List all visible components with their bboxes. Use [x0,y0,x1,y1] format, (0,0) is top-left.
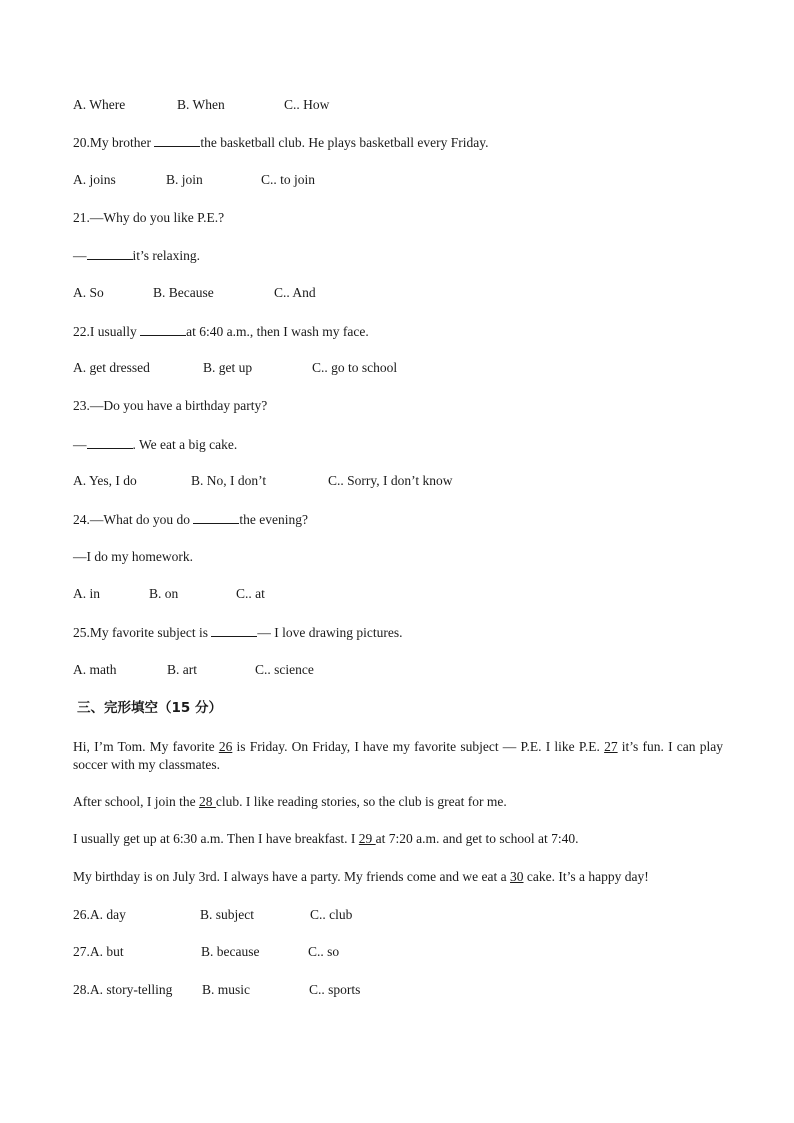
q21-text-end: it’s relaxing. [132,248,200,263]
q20-options [73,171,315,189]
passage-paragraph-1 [73,738,723,774]
q27-option-b: B. because [201,944,260,959]
passage-paragraph-3 [73,830,579,848]
q24-option-a: A. in [73,586,100,601]
blank-30: 30 [510,869,524,884]
q23-answer-line [73,435,237,454]
q26-option-c: C.. club [310,907,353,922]
passage-text: at 7:20 a.m. and get to school at 7:40. [375,831,579,846]
q20-question [73,133,489,152]
passage-text: cake. It’s a happy day! [523,869,649,884]
q25-question [73,623,402,642]
q22-options [73,359,397,377]
q25-option-c: C.. science [255,662,314,677]
q25-option-b: B. art [167,662,197,677]
answer-blank [154,133,200,147]
q20-option-a: A. joins [73,172,116,187]
q25-text-start: 25.My favorite subject is [73,625,212,640]
passage-text: My birthday is on July 3rd. I always have a party. My friends come and we eat a [73,869,511,884]
q28-option-c: C.. sports [309,982,361,997]
q28-options [73,981,360,999]
passage-text: it’s fun. I can play soccer with my classmates. [73,739,723,772]
q22-option-c: C.. go to school [312,360,398,375]
q26-option-b: B. subject [200,907,254,922]
q23-text-end: . We eat a big cake. [132,437,238,452]
q20-text-start: 20.My brother [73,135,155,150]
q28-option-a: 28.A. story-telling [73,982,173,997]
q20-option-c: C.. to join [261,172,316,187]
q24-option-c: C.. at [236,586,265,601]
answer-blank [87,246,133,260]
q24-question [73,510,308,529]
q24-options [73,585,265,603]
dash: — [73,437,87,452]
q21-question: 21.—Why do you like P.E.? [73,210,225,225]
q20-text-end: the basketball club. He plays basketball every Friday. [200,135,489,150]
q24-option-b: B. on [149,586,179,601]
q24-text-start: 24.—What do you do [73,512,194,527]
q21-option-c: C.. And [274,285,316,300]
passage-text: I usually get up at 6:30 a.m. Then I have breakfast. I [73,831,359,846]
q21-option-b: B. Because [153,285,214,300]
q21-options [73,284,316,302]
q22-text-start: 22.I usually [73,324,141,339]
passage-text: club. I like reading stories, so the club is great for me. [215,794,507,809]
q23-option-a: A. Yes, I do [73,473,137,488]
dash: — [73,248,87,263]
blank-26: 26 [218,739,233,754]
q28-option-b: B. music [202,982,251,997]
q26-option-a: 26.A. day [73,907,126,922]
passage-text: is Friday. On Friday, I have my favorite subject — P.E. I like P.E. [232,739,605,754]
q23-option-b: B. No, I don’t [191,473,267,488]
q19-option-c: C.. How [284,97,330,112]
q22-question [73,322,369,341]
q27-options [73,943,339,961]
q23-question: 23.—Do you have a birthday party? [73,398,268,413]
q19-options [73,96,329,114]
q27-option-c: C.. so [308,944,340,959]
section-heading: 三、完形填空（15 分） [77,700,222,716]
q25-option-a: A. math [73,662,117,677]
q22-text-end: at 6:40 a.m., then I wash my face. [186,324,369,339]
q22-option-b: B. get up [203,360,253,375]
passage-paragraph-2 [73,793,507,811]
q19-option-b: B. When [177,97,225,112]
blank-29: 29 [358,831,376,846]
blank-28: 28 [198,794,216,809]
passage-text: Hi, I’m Tom. My favorite [73,739,219,754]
blank-27: 27 [604,739,618,754]
q21-answer-line [73,246,200,265]
passage-text: After school, I join the [73,794,199,809]
answer-blank [140,322,186,336]
answer-blank [193,510,239,524]
answer-blank [87,435,133,449]
q25-options [73,661,314,679]
q23-option-c: C.. Sorry, I don’t know [328,473,453,488]
q22-option-a: A. get dressed [73,360,150,375]
q23-options [73,472,453,490]
q24-text-end: the evening? [239,512,308,527]
q24-answer: —I do my homework. [73,549,193,564]
q21-option-a: A. So [73,285,104,300]
q26-options [73,906,352,924]
q20-option-b: B. join [166,172,203,187]
q27-option-a: 27.A. but [73,944,124,959]
passage-paragraph-4 [73,868,649,886]
q25-text-end: — I love drawing pictures. [257,625,403,640]
answer-blank [211,623,257,637]
q19-option-a: A. Where [73,97,126,112]
